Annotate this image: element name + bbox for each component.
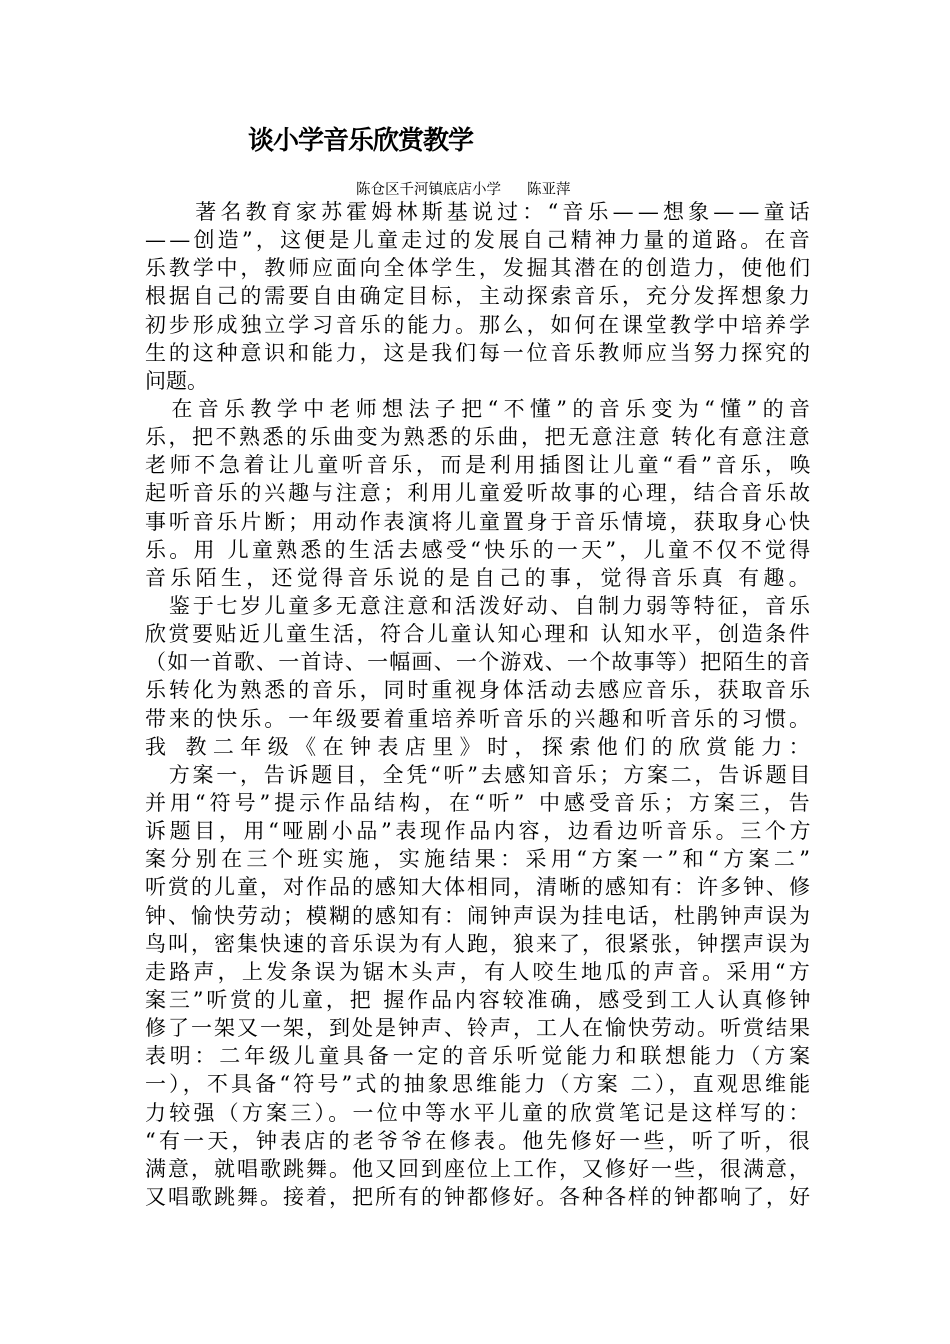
- byline-school: 陈仓区千河镇底店小学: [356, 182, 501, 198]
- text-line: 案三”听赏的儿童，把 握作品内容较准确，感受到工人认真修钟: [145, 987, 814, 1012]
- text-line: 诉题目，用“哑剧小品”表现作品内容，边看边听音乐。三个方: [145, 819, 815, 844]
- text-line: 初步形成独立学习音乐的能力。那么，如何在课堂教学中培养学: [145, 312, 813, 337]
- text-line: 欣赏要贴近儿童生活，符合儿童认知心理和 认知水平，创造条件: [145, 622, 813, 647]
- document-title: 谈小学音乐欣赏教学: [248, 126, 474, 156]
- text-line: 案分别在三个班实施，实施结果：采用“方案一”和“方案二”: [145, 847, 815, 872]
- text-line: ——创造”，这便是儿童走过的发展自己精神力量的道路。在音: [145, 228, 813, 253]
- text-line: （如一首歌、一首诗、一幅画、一个游戏、一个故事等）把陌生的音: [145, 650, 812, 675]
- text-line: 鉴于七岁儿童多无意注意和活泼好动、自制力弱等特征，音乐: [145, 593, 813, 618]
- text-line: 乐转化为熟悉的音乐，同时重视身体活动去感应音乐，获取音乐: [145, 678, 813, 703]
- text-line: 表明：二年级儿童具备一定的音乐听觉能力和联想能力（方案: [145, 1044, 814, 1069]
- text-line: 音乐陌生，还觉得音乐说的是自己的事，觉得音乐真 有趣。: [145, 565, 814, 590]
- text-line: 钟、愉快劳动；模糊的感知有：闹钟声误为挂电话，杜鹃钟声误为: [145, 903, 812, 928]
- text-line: 我 教二年级《在钟表店里》时，探索他们的欣赏能力：: [145, 734, 817, 759]
- text-line: 著名教育家苏霍姆林斯基说过：“音乐——想象——童话: [145, 200, 814, 224]
- text-line: 修了一架又一架，到处是钟声、铃声，工人在愉快劳动。听赏结果: [145, 1016, 812, 1041]
- text-line: 带来的快乐。一年级要着重培养听音乐的兴趣和听音乐的习惯。: [145, 706, 813, 731]
- text-line: “有一天，钟表店的老爷爷在修表。他先修好一些，听了听，很: [145, 1128, 813, 1153]
- text-line: 问题。: [145, 368, 208, 393]
- text-line: 在音乐教学中老师想法子把“不懂”的音乐变为“懂”的音: [145, 396, 816, 421]
- text-line: 力较强（方案三）。一位中等水平儿童的欣赏笔记是这样写的：: [145, 1100, 813, 1125]
- text-line: 走路声，上发条误为锯木头声，有人咬生地瓜的声音。采用“方: [145, 959, 813, 984]
- text-line: 鸟叫，密集快速的音乐误为有人跑，狼来了，很紧张，钟摆声误为: [145, 931, 812, 956]
- text-line: 起听音乐的兴趣与注意；利用儿童爱听故事的心理，结合音乐故: [145, 481, 813, 506]
- byline: [356, 178, 571, 199]
- text-line: 并用“符号”提示作品结构，在“听” 中感受音乐；方案三，告: [145, 790, 814, 815]
- body-text: [145, 198, 817, 1211]
- text-line: 事听音乐片断；用动作表演将儿童置身于音乐情境，获取身心快: [145, 509, 813, 534]
- text-line: 乐，把不熟悉的乐曲变为熟悉的乐曲，把无意注意 转化有意注意: [145, 425, 813, 450]
- text-line: 根据自己的需要自由确定目标，主动探索音乐，充分发挥想象力: [145, 284, 813, 309]
- byline-author: 陈亚萍: [527, 182, 571, 198]
- text-line: 又唱歌跳舞。接着，把所有的钟都修好。各种各样的钟都响了，好: [145, 1184, 812, 1209]
- text-line: 方案一，告诉题目，全凭“听”去感知音乐；方案二，告诉题目: [145, 762, 814, 787]
- text-line: 一），不具备“符号”式的抽象思维能力（方案 二），直观思维能: [145, 1072, 814, 1097]
- text-line: 听赏的儿童，对作品的感知大体相同，清晰的感知有：许多钟、修: [145, 875, 812, 900]
- text-line: 乐。用 儿童熟悉的生活去感受“快乐的一天”，儿童不仅不觉得: [145, 537, 814, 562]
- text-line: 满意，就唱歌跳舞。他又回到座位上工作，又修好一些，很满意，: [145, 1156, 812, 1181]
- text-line: 老师不急着让儿童听音乐，而是利用插图让儿童“看”音乐，唤: [145, 453, 815, 478]
- text-line: 乐教学中，教师应面向全体学生，发掘其潜在的创造力，使他们: [145, 256, 813, 281]
- text-line: 生的这种意识和能力，这是我们每一位音乐教师应当努力探究的: [145, 340, 813, 365]
